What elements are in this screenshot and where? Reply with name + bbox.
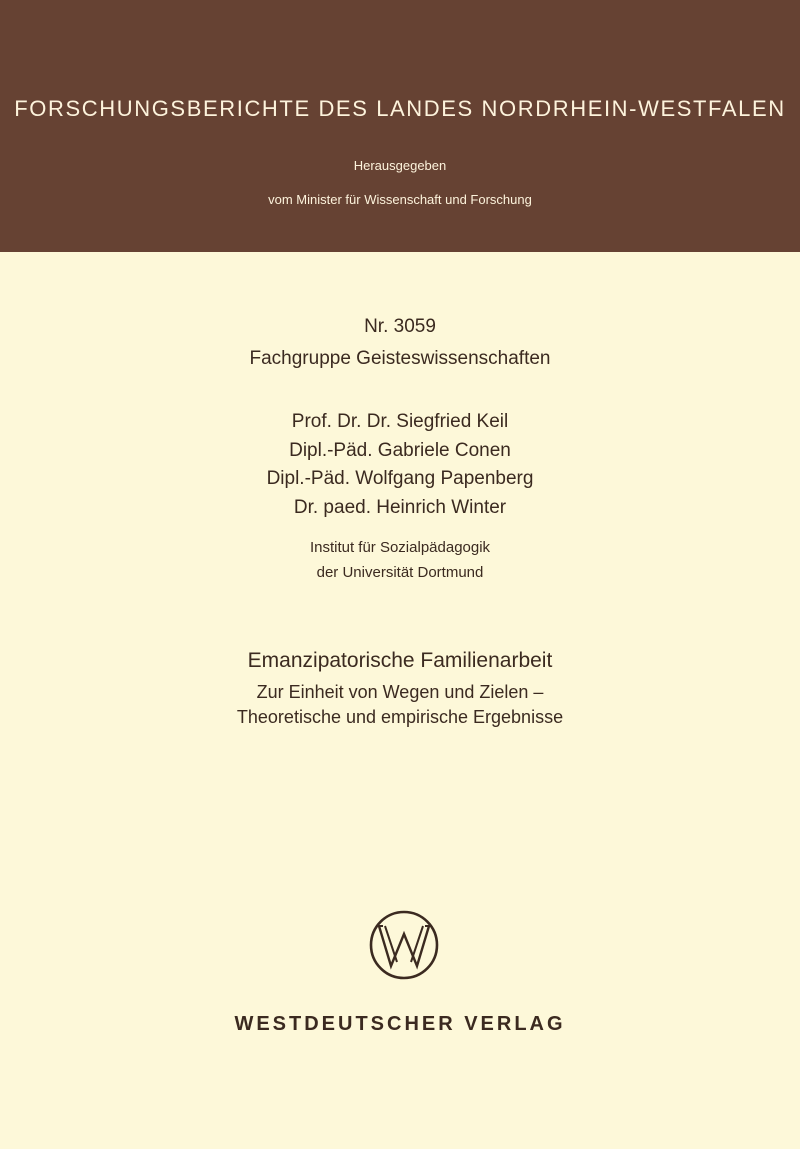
book-title: Emanzipatorische Familienarbeit xyxy=(247,649,553,672)
series-header-band xyxy=(0,0,800,252)
subject-group: Fachgruppe Geisteswissenschaften xyxy=(249,348,551,369)
author-2: Dipl.-Päd. Gabriele Conen xyxy=(289,440,511,461)
institute-line-2: der Universität Dortmund xyxy=(316,564,484,581)
author-1: Prof. Dr. Dr. Siegfried Keil xyxy=(291,411,509,432)
report-number: Nr. 3059 xyxy=(364,316,436,337)
wv-monogram-logo-icon xyxy=(369,910,439,980)
book-subtitle-line-2: Theoretische und empirische Ergebnisse xyxy=(236,707,564,727)
editor-line-published-by: Herausgegeben xyxy=(353,158,447,173)
editor-line-minister: vom Minister für Wissenschaft und Forschung xyxy=(268,192,532,207)
book-subtitle-line-1: Zur Einheit von Wegen und Zielen – xyxy=(256,682,544,702)
institute-line-1: Institut für Sozialpädagogik xyxy=(309,539,491,556)
series-title: FORSCHUNGSBERICHTE DES LANDES NORDRHEIN-WESTFALEN xyxy=(14,96,786,121)
publisher-name: WESTDEUTSCHER VERLAG xyxy=(234,1013,566,1035)
author-3: Dipl.-Päd. Wolfgang Papenberg xyxy=(266,468,534,489)
author-4: Dr. paed. Heinrich Winter xyxy=(293,497,507,518)
